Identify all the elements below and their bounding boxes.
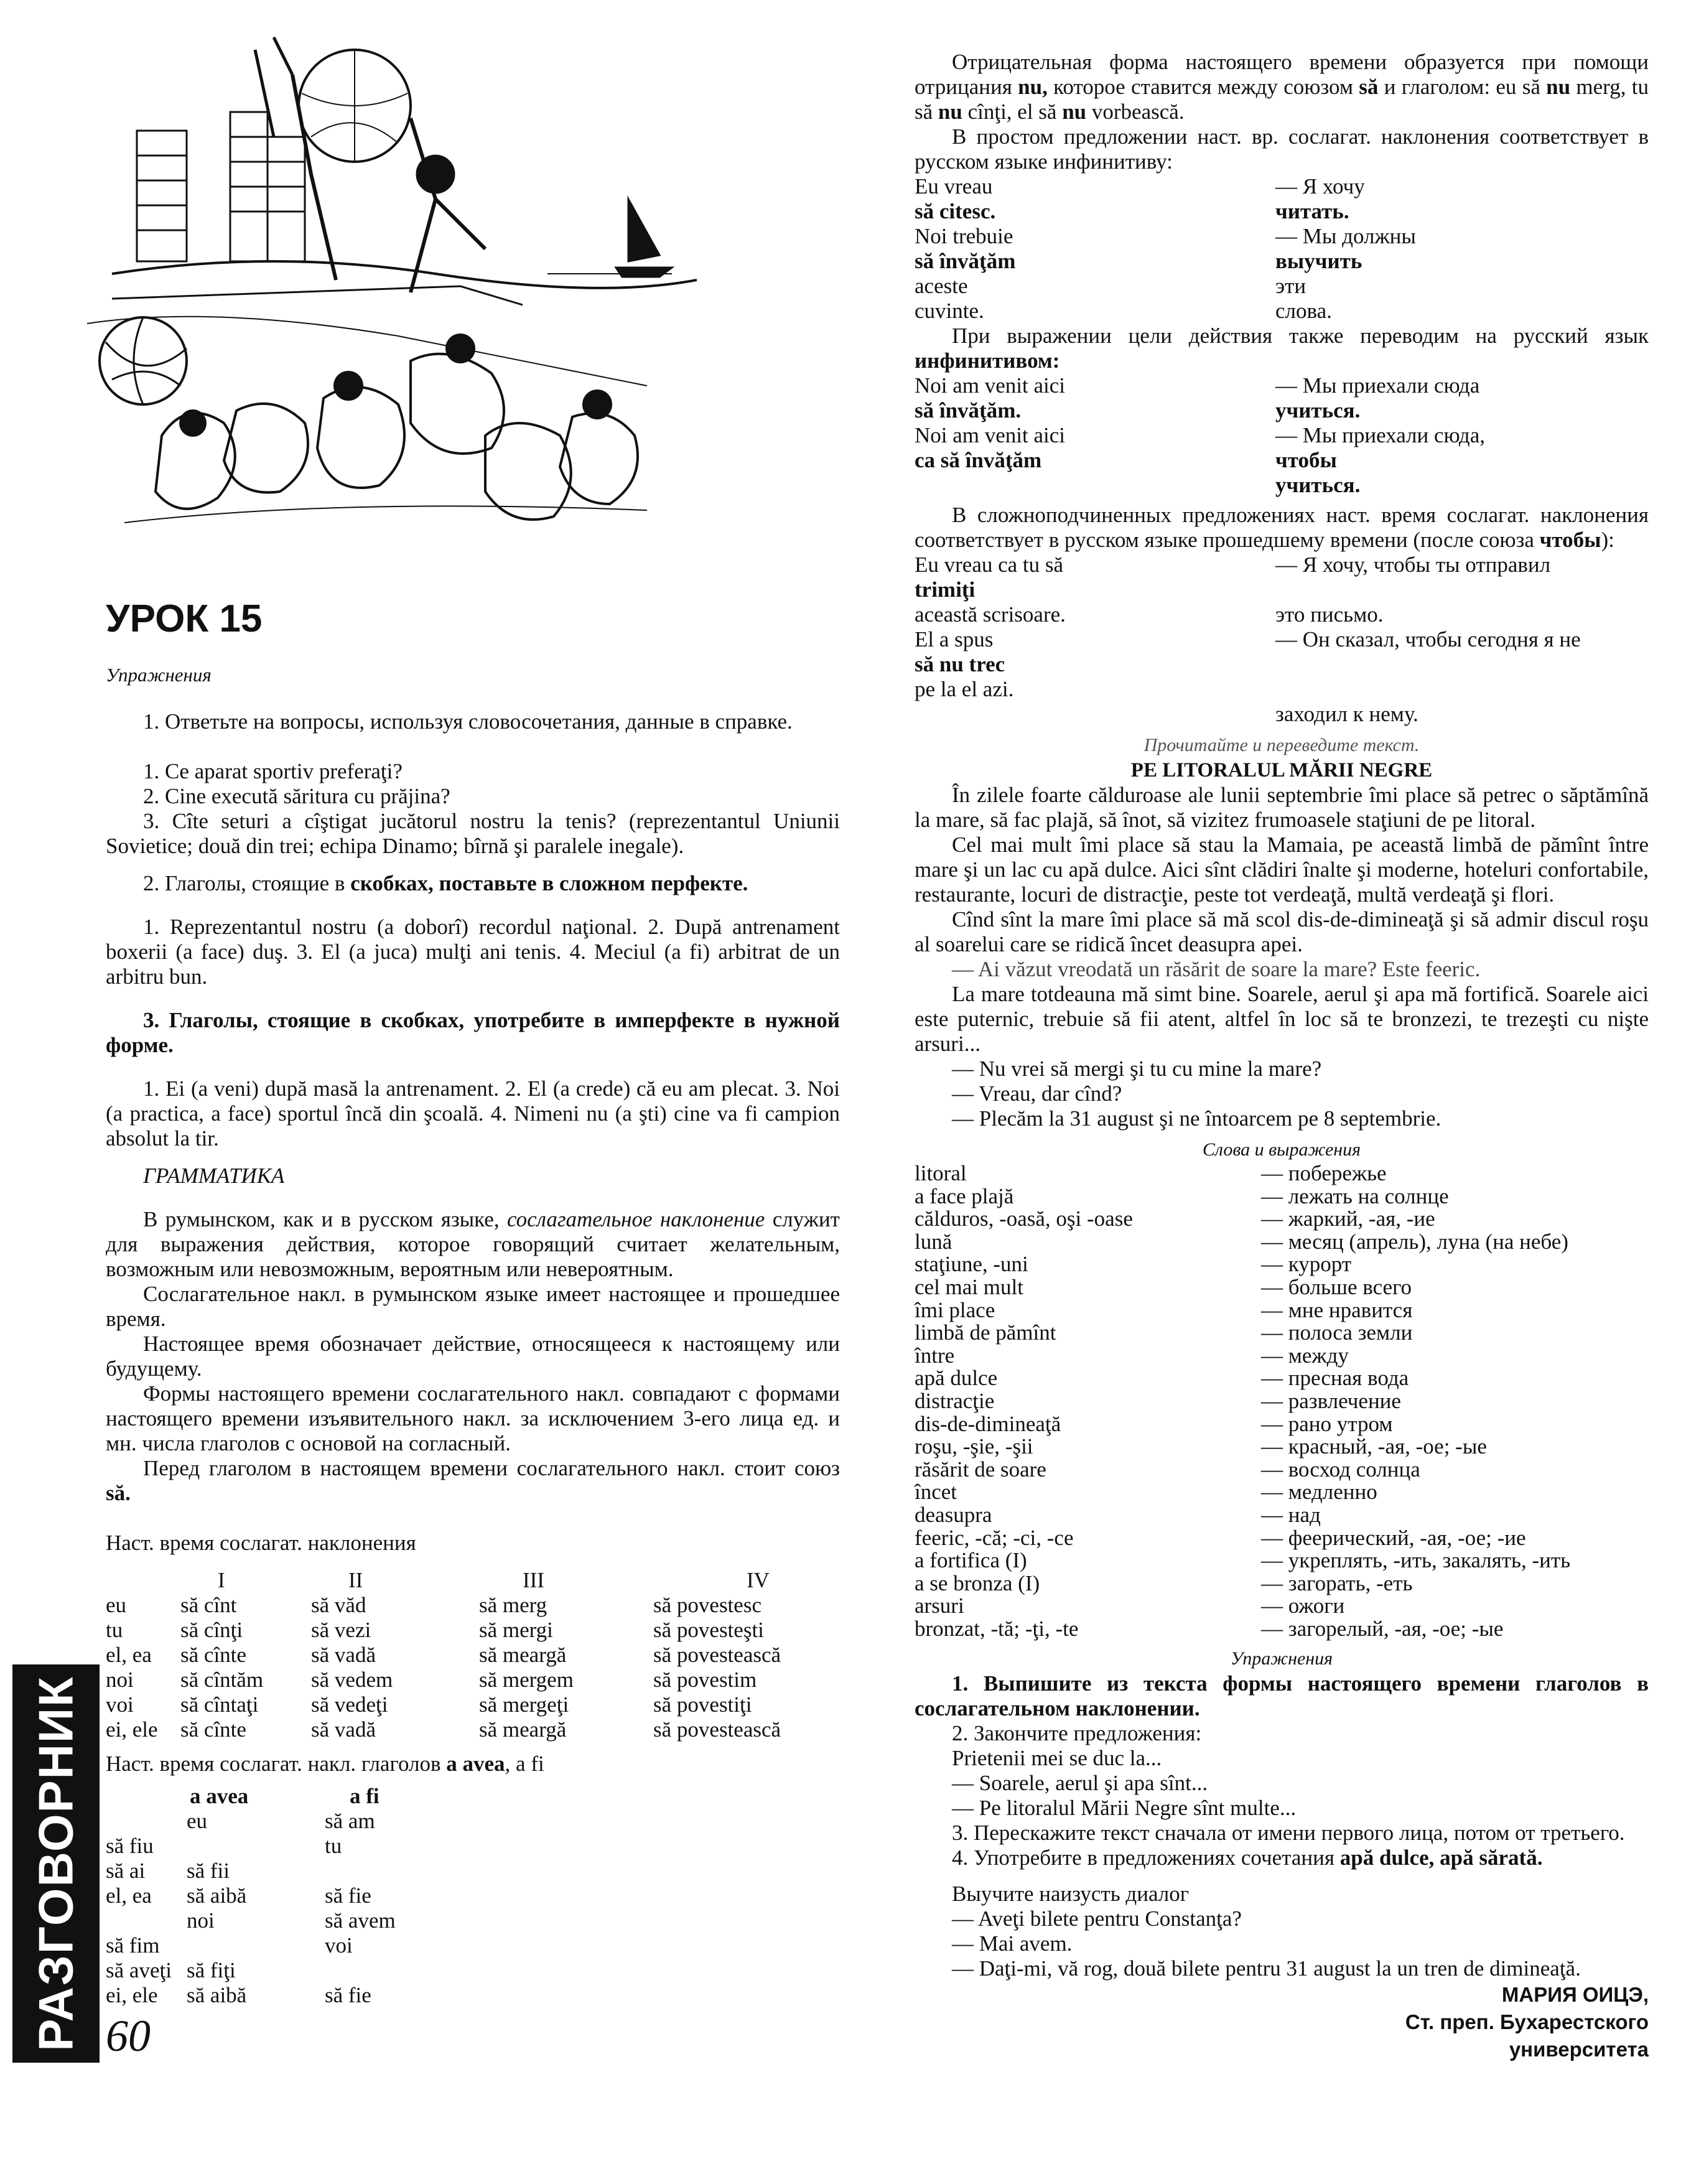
table-corner [106, 1784, 187, 1809]
russian-translation [1275, 174, 1649, 224]
text-segment: Noi am venit aici [915, 423, 1066, 447]
verb-cell: să avem [325, 1908, 396, 1933]
lesson-title: УРОК 15 [106, 597, 263, 640]
verb-cell: să vezi [311, 1618, 371, 1642]
table-spacer [106, 1809, 187, 1834]
text-segment: Eu vreau [915, 174, 993, 198]
dialog-line: — Aveţi bilete pentru Constanţa? [952, 1906, 1242, 1931]
reading-text [915, 783, 1649, 1131]
exercise-item [915, 1846, 1649, 1870]
table-corner [106, 1568, 180, 1593]
text-segment: să nu trec [915, 652, 1005, 676]
person-cell: ei, ele [106, 1983, 158, 2007]
exercise-item: 1. Ce aparat sportiv preferaţi? [143, 759, 403, 783]
person-cell: voi [106, 1692, 134, 1717]
text-segment: учиться. [1275, 398, 1361, 422]
exercise-item: 2. Закончите предложения: [952, 1721, 1202, 1746]
text-segment: Eu vreau ca tu să [915, 553, 1064, 577]
vocabulary-list [915, 1162, 1649, 1640]
text-segment: и глаголом: eu să [1378, 75, 1547, 99]
examples-1 [915, 174, 1649, 324]
vocab-translation: — мне нравится [1261, 1297, 1413, 1322]
verb-cell: să cîntăm [180, 1668, 264, 1692]
column-header: I [218, 1568, 225, 1592]
right-column [915, 50, 1649, 2063]
verb-cell: să fie [325, 1983, 371, 2007]
text-segment: 3. Глаголы, стоящие в скобках, употребите в [143, 1008, 615, 1032]
grammar-paragraph: Сослагательное накл. в румынском языке имеет настоящее и прошедшее время. [106, 1282, 840, 1331]
text-paragraph: — Plecăm la 31 august şi ne întoarcem pe 8 septembrie. [952, 1106, 1441, 1131]
table-spacer [325, 1958, 511, 1983]
exercises-heading: Упражнения [106, 664, 212, 686]
table-spacer [187, 1933, 325, 1958]
vocab-translation: — полоса земли [1261, 1320, 1413, 1345]
verb-cell: să fiţi [187, 1958, 236, 1982]
text-segment: скобках, поставьте в сложном перфекте. [350, 871, 748, 895]
verb-cell: să văd [311, 1593, 366, 1617]
verb-cell: să povestească [653, 1717, 781, 1742]
verb-cell: să merg [479, 1593, 547, 1617]
romanian-example [915, 473, 1275, 498]
verb-cell: să vadă [311, 1717, 376, 1742]
text-segment: nu, [1018, 75, 1048, 99]
verb-cell: să cîntaţi [180, 1692, 259, 1717]
column-header: IV [747, 1568, 770, 1592]
romanian-example [915, 423, 1275, 473]
text-segment: которое ставится между союзом [1047, 75, 1359, 99]
vocab-translation: — феерический, -ая, -ое; -ие [1261, 1525, 1526, 1550]
text-paragraph: — Nu vrei să mergi şi tu cu mine la mare? [952, 1057, 1322, 1081]
vocab-term: distracţie [915, 1388, 995, 1413]
russian-translation [1275, 423, 1649, 473]
person-cell: tu [325, 1834, 342, 1858]
vocab-term: încet [915, 1480, 957, 1505]
verb-cell: să povestiţi [653, 1692, 752, 1717]
text-segment: să citesc. [915, 199, 996, 223]
russian-translation: заходил к нему. [1275, 702, 1418, 726]
russian-translation: это письмо. [1275, 602, 1384, 627]
dialog [915, 1870, 1649, 1981]
text-segment: — Мы должны [1275, 224, 1416, 248]
grammar-paragraph [106, 1456, 840, 1506]
dialog-heading: Выучите наизусть диалог [952, 1882, 1190, 1906]
verb-cell: să povestim [653, 1668, 757, 1692]
person-cell: eu [106, 1593, 127, 1617]
text-segment: nu [938, 100, 962, 124]
author-name: МАРИЯ ОИЦЭ, [1501, 1983, 1649, 2007]
text-paragraph: — Vreau, dar cînd? [952, 1081, 1122, 1106]
text-segment: ca să învăţăm [915, 448, 1042, 472]
column-header: III [523, 1568, 544, 1592]
grammar-paragraph [106, 1207, 840, 1282]
verb-cell: să povesteşti [653, 1618, 764, 1642]
text-segment: apă dulce, apă sărată. [1339, 1846, 1543, 1870]
exercise-2-task [106, 871, 840, 896]
people-sketch [156, 335, 638, 520]
vocab-translation: — курорт [1261, 1252, 1352, 1277]
vocab-term: între [915, 1343, 955, 1368]
text-segment: — Мы приехали сюда, [1275, 423, 1485, 447]
text-segment: ): [1601, 528, 1614, 552]
table-spacer [325, 1859, 511, 1883]
romanian-example: această scrisoare. [915, 602, 1066, 627]
exercises-list [915, 1671, 1649, 1870]
vocab-term: a fortifica (I) [915, 1548, 1027, 1573]
vocab-translation: — побережье [1261, 1161, 1387, 1185]
vocab-translation: — загорелый, -ая, -ое; -ые [1261, 1616, 1504, 1641]
text-segment: Перед глаголом в настоящем времени сослагательного накл. стоит союз [143, 1456, 840, 1480]
examples-2 [915, 373, 1649, 498]
vocab-term: deasupra [915, 1502, 992, 1527]
vocab-translation: — загорать, -еть [1261, 1570, 1413, 1595]
vocab-term: litoral [915, 1161, 967, 1185]
vocab-translation: — красный, -ая, -ое; -ые [1261, 1434, 1487, 1459]
text-segment: pe la el azi. [915, 677, 1014, 701]
text-segment: учиться. [1275, 473, 1361, 497]
verb-cell: să fie [325, 1883, 371, 1908]
vocab-term: arsuri [915, 1594, 964, 1618]
column-header: a avea [190, 1784, 249, 1808]
grammar-text [106, 1207, 840, 1506]
section-band [12, 1664, 100, 2063]
vocab-translation: — между [1261, 1343, 1349, 1368]
person-cell: noi [106, 1668, 134, 1692]
vocab-term: dis-de-dimineaţă [915, 1411, 1061, 1436]
simple-sentence-paragraph: В простом предложении наст. вр. сослагат. наклонения соответствует в русском языке инфинитиву: [915, 124, 1649, 174]
text-paragraph: La mare totdeauna mă simt bine. Soarele, aerul şi apa mă fortifică. Soarele aici este puternic, trebuie să fii atent, altfel în loc să te bronzezi, te trezeşti cu nişte arsuri... [915, 982, 1649, 1056]
page-number: 60 [106, 2011, 151, 2061]
grammar-paragraph: Настоящее время обозначает действие, относящееся к настоящему или будущему. [106, 1332, 840, 1381]
exercise-1-items [106, 759, 840, 859]
verb-cell: să fim [106, 1933, 160, 1958]
verb-cell: să meargă [479, 1717, 567, 1742]
romanian-example [915, 553, 1275, 602]
person-cell: el, ea [106, 1883, 152, 1908]
text-paragraph: — Ai văzut vreodată un răsărit de soare la mare? Este feeric. [952, 957, 1481, 981]
dialog-line: — Daţi-mi, vă rog, două bilete pentru 31 august la un tren de dimineaţă. [952, 1956, 1581, 1981]
verb-cell: să mergi [479, 1618, 553, 1642]
romanian-example [915, 627, 1275, 702]
romanian-example [915, 174, 1275, 224]
exercise-item: Prietenii mei se duc la... [952, 1746, 1162, 1771]
verb-cell: să ai [106, 1859, 146, 1883]
table-spacer [106, 1908, 187, 1933]
vocab-term: limbă de pămînt [915, 1320, 1056, 1345]
text-segment: vorbească. [1086, 100, 1185, 124]
text-segment: să învăţăm. [915, 398, 1022, 422]
verb-cell: să am [325, 1809, 375, 1833]
author-university: университета [1509, 2038, 1649, 2061]
verb-cell: să mergem [479, 1668, 574, 1692]
column-header: II [348, 1568, 363, 1592]
vocab-translation: — укреплять, -ить, закалять, -ить [1261, 1548, 1571, 1573]
text-segment: 4. Употребите в предложениях сочетания [952, 1846, 1340, 1870]
column-header: a fi [350, 1784, 380, 1808]
text-segment: — Мы приехали сюда [1275, 373, 1480, 398]
vocab-translation: — лежать на солнце [1261, 1183, 1449, 1208]
table1-title: Наст. время сослагат. наклонения [106, 1531, 416, 1555]
vocab-translation: — восход солнца [1261, 1457, 1420, 1482]
exercise-item: 3. Перескажите текст сначала от имени первого лица, потом от третьего. [952, 1821, 1625, 1846]
negation-paragraph [915, 50, 1649, 124]
person-cell: noi [187, 1908, 215, 1933]
section-band-label: РАЗГОВОРНИК [28, 1676, 83, 2051]
text-segment: в нужной форме. [106, 1008, 840, 1057]
purpose-paragraph [915, 324, 1649, 373]
text-segment: a avea [446, 1752, 505, 1776]
text-segment: Наст. время сослагат. накл. глаголов [106, 1752, 447, 1776]
romanian-example [915, 224, 1275, 299]
text-segment: 1. Выпишите из текста формы настоящего времени глаголов в сослагательном наклонении. [915, 1671, 1649, 1721]
person-cell: el, ea [106, 1643, 152, 1667]
conjugation-table-1 [106, 1568, 840, 1742]
text-segment: чтобы [1539, 528, 1601, 552]
verb-cell: să mergeţi [479, 1692, 569, 1717]
beach-scene-illustration [87, 12, 697, 560]
text-segment: să învăţăm [915, 249, 1016, 273]
text-segment: Noi am venit aici [915, 373, 1066, 398]
text-segment: să [1359, 75, 1379, 99]
text-segment: инфинитивом: [915, 348, 1060, 373]
text-segment: nu [1546, 75, 1571, 99]
text-title: PE LITORALUL MĂRII NEGRE [1130, 759, 1433, 782]
vocab-translation: — развлечение [1261, 1388, 1401, 1413]
author-title: Ст. преп. Бухарестского [1405, 2010, 1649, 2034]
left-column [106, 597, 840, 2061]
exercises-heading-2: Упражнения [1230, 1648, 1333, 1669]
buildings [137, 112, 305, 261]
verb-cell: să vedem [311, 1668, 393, 1692]
vocab-translation: — над [1261, 1502, 1321, 1527]
grammar-heading: ГРАММАТИКА [143, 1164, 285, 1188]
verb-cell: să povestesc [653, 1593, 761, 1617]
person-cell: eu [187, 1809, 208, 1833]
vocab-term: a face plajă [915, 1183, 1014, 1208]
vocab-term: a se bronza (I) [915, 1570, 1040, 1595]
text-segment: aceste [915, 274, 968, 298]
text-segment: выучить [1275, 249, 1362, 273]
exercise-3-task [106, 1008, 840, 1058]
vocab-term: staţiune, -uni [915, 1252, 1028, 1277]
vocab-translation: — больше всего [1261, 1274, 1412, 1299]
text-paragraph: În zilele foarte călduroase ale lunii septembrie îmi place să petrec o săptămînă la mare, să fac plajă, să înot, să vizitez frumoasele staţiuni de pe litoral. [915, 783, 1649, 832]
text-segment: cînţi, el să [962, 100, 1063, 124]
vocab-translation: — жаркий, -ая, -ие [1261, 1206, 1435, 1231]
text-segment: Noi trebuie [915, 224, 1013, 248]
verb-cell: să povestească [653, 1643, 781, 1667]
person-cell: ei, ele [106, 1717, 158, 1742]
read-instruction: Прочитайте и переведите текст. [1143, 735, 1420, 755]
text-segment: El a spus [915, 627, 994, 651]
exercise-item: 2. Cine execută săritura cu prăjina? [143, 784, 450, 808]
vocab-translation: — медленно [1261, 1480, 1377, 1505]
vocab-translation: — рано утром [1261, 1411, 1393, 1436]
vocab-translation: — месяц (апрель), луна (на небе) [1261, 1229, 1568, 1254]
romanian-example [915, 373, 1275, 423]
verb-cell: să cînţi [180, 1618, 243, 1642]
verb-cell: să fiu [106, 1834, 154, 1858]
text-segment: сослагательное наклонение [506, 1207, 765, 1231]
table2-title [106, 1752, 840, 1776]
vocab-translation: — ожоги [1261, 1594, 1345, 1618]
vocab-term: feeric, -că; -ci, -ce [915, 1525, 1074, 1550]
verb-cell: să aibă [187, 1983, 247, 2007]
text-segment: nu [1062, 100, 1087, 124]
russian-translation: — Я хочу, чтобы ты отправил [1275, 553, 1551, 577]
text-segment: служит для выражения действия, которое говорящий считает желательным, возможным или невозможным, вероятным или невероятным. [106, 1207, 840, 1281]
romanian-example [915, 702, 1275, 727]
russian-translation [1275, 224, 1649, 299]
text-segment: В румынском, как и в русском языке, [143, 1207, 507, 1231]
verb-cell: să vedeţi [311, 1692, 388, 1717]
verb-cell: să cînte [180, 1643, 246, 1667]
grammar-paragraph: Формы настоящего времени сослагательного накл. совпадают с формами настоящего времени изъявительного накл. за исключением 3-его лица ед. и мн. числа глаголов с основой на согласный. [106, 1381, 840, 1455]
exercise-1-task: 1. Ответьте на вопросы, используя словосочетания, данные в справке. [143, 709, 793, 734]
text-paragraph: Cînd sînt la mare îmi place să mă scol dis-de-dimineaţă şi să admir discul roşu al soarelui care se ridică încet deasupra apei. [915, 907, 1649, 956]
vocab-term: călduros, -oasă, oşi -oase [915, 1206, 1133, 1231]
text-segment: merg, tu să [915, 75, 1649, 124]
exercise-item: — Soarele, aerul şi apa sînt... [952, 1771, 1208, 1796]
examples-3 [915, 553, 1649, 727]
verb-cell: să vadă [311, 1643, 376, 1667]
exercise-item: 3. Cîte seturi a cîştigat jucătorul nostru la tenis? (reprezentantul Uniunii Sovietice; două din trei; echipa Dinamo; bîrnă şi paralele inegale). [106, 809, 840, 858]
table-spacer [187, 1834, 325, 1859]
vocab-term: cel mai mult [915, 1274, 1023, 1299]
text-segment: — Я хочу [1275, 174, 1365, 198]
russian-translation [1275, 373, 1649, 423]
text-segment: Отрицательная форма настоящего времени образуется при помощи отрицания [915, 50, 1649, 99]
text-segment: , a fi [505, 1752, 544, 1776]
vocab-term: bronzat, -tă; -ţi, -te [915, 1616, 1079, 1641]
person-cell: voi [325, 1933, 353, 1958]
complex-sentence-paragraph [915, 503, 1649, 553]
vocab-term: îmi place [915, 1297, 995, 1322]
vocab-term: răsărit de soare [915, 1457, 1046, 1482]
vocab-heading: Слова и выражения [1202, 1139, 1361, 1160]
text-segment: При выражении цели действия также переводим на русский язык [952, 324, 1649, 348]
exercise-3-text: 1. Ei (a veni) după masă la antrenament. 2. El (a crede) că eu am plecat. 3. Noi (a practica, a face) sportul încă din şcoală. 4. Nimeni nu (a şti) cine va fi campion absolut la tir. [106, 1076, 840, 1150]
text-paragraph: Cel mai mult îmi place să stau la Mamaia, pe această limbă de pămînt între mare şi un lac cu apă dulce. Aici sînt clădiri înalte şi moderne, hoteluri confortabile, restaurante, locuri de distracţie, peste tot verdeaţă, multă verdeaţă şi flori. [915, 833, 1649, 907]
vocab-term: apă dulce [915, 1366, 998, 1391]
text-segment: 2. Глаголы, стоящие в [143, 871, 351, 895]
text-segment: В сложноподчиненных предложениях наст. время сослагат. наклонения соответствует в русском языке прошедшему времени (после союза [915, 503, 1649, 552]
text-segment: эти [1275, 274, 1306, 298]
romanian-example: cuvinte. [915, 299, 984, 323]
text-segment: чтобы [1275, 448, 1337, 472]
dialog-line: — Mai avem. [952, 1931, 1073, 1956]
text-segment: имперфекте [615, 1008, 735, 1032]
text-segment: să. [106, 1481, 131, 1505]
russian-translation: слова. [1275, 299, 1332, 323]
text-segment: читать. [1275, 199, 1349, 223]
author-signature [915, 1981, 1649, 2063]
vocab-term: lună [915, 1229, 952, 1254]
russian-translation: — Он сказал, чтобы сегодня я не [1275, 627, 1581, 651]
text-segment: trimiţi [915, 577, 976, 602]
verb-cell: să aveţi [106, 1958, 172, 1982]
person-cell: tu [106, 1618, 123, 1642]
exercise-item: — Pe litoralul Mării Negre sînt multe... [952, 1796, 1297, 1821]
exercise-item [915, 1671, 1649, 1721]
verb-cell: să cînt [180, 1593, 237, 1617]
verb-cell: să cînte [180, 1717, 246, 1742]
conjugation-table-2 [106, 1784, 840, 2008]
verb-cell: să fii [187, 1859, 230, 1883]
exercise-2-text: 1. Reprezentantul nostru (a doborî) recordul naţional. 2. După antrenament boxerii (a face) duş. 3. El (a juca) mulţi ani tenis. 4. Meciul (a fi) arbitrat de un arbitru bun. [106, 915, 840, 989]
verb-cell: să meargă [479, 1643, 567, 1667]
vocab-term: roşu, -şie, -şii [915, 1434, 1033, 1459]
russian-translation [1275, 473, 1649, 498]
vocab-translation: — пресная вода [1261, 1366, 1409, 1391]
verb-cell: să aibă [187, 1883, 247, 1908]
